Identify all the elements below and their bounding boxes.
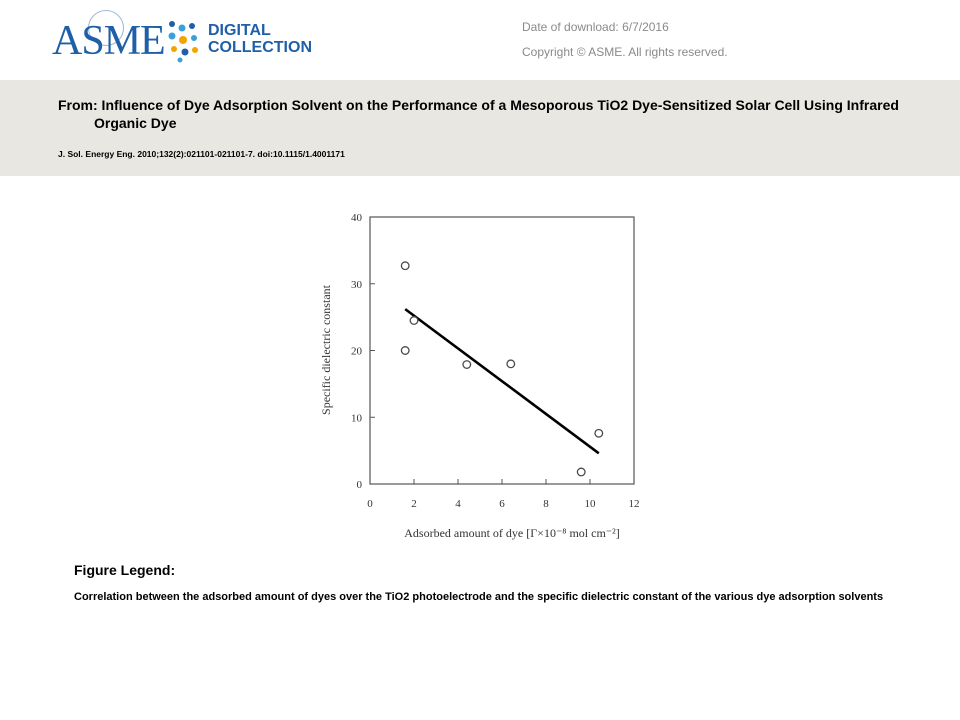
data-marks bbox=[401, 262, 602, 476]
figure-legend-text: Correlation between the adsorbed amount of dyes over the TiO2 photoelectrode and the specific dielectric constant of the various dye adsorption solvents bbox=[74, 591, 884, 603]
data-point bbox=[401, 347, 409, 355]
x-tick-label: 4 bbox=[455, 498, 461, 510]
x-axis-label: Adsorbed amount of dye [Γ×10⁻⁸ mol cm⁻²] bbox=[404, 526, 620, 540]
y-axis-label: Specific dielectric constant bbox=[319, 285, 333, 415]
data-point bbox=[401, 262, 409, 270]
x-tick-label: 10 bbox=[584, 498, 596, 510]
y-tick-label: 30 bbox=[351, 278, 362, 291]
data-point bbox=[463, 361, 471, 369]
dots-icon bbox=[166, 18, 202, 64]
asme-logo bbox=[48, 8, 328, 70]
y-tick-label: 40 bbox=[351, 212, 362, 224]
y-tick-label: 0 bbox=[356, 479, 362, 491]
date-of-download: Date of download: 6/7/2016 bbox=[522, 20, 669, 34]
data-point bbox=[507, 360, 515, 368]
scatter-chart bbox=[300, 200, 660, 550]
data-point bbox=[410, 317, 418, 325]
x-tick-label: 2 bbox=[411, 498, 417, 510]
figure-legend-heading: Figure Legend: bbox=[74, 562, 176, 578]
x-tick-label: 12 bbox=[628, 498, 640, 510]
article-title: From: Influence of Dye Adsorption Solvent on the Performance of a Mesoporous TiO2 Dye-Sensitized Solar Cell Using Infrared Organic Dye bbox=[58, 97, 899, 131]
logo-subtitle: DIGITAL COLLECTION bbox=[208, 22, 312, 56]
article-citation: J. Sol. Energy Eng. 2010;132(2):021101-021101-7. doi:10.1115/1.4001171 bbox=[58, 149, 345, 159]
logo-wordmark: ASME bbox=[52, 18, 165, 64]
y-tick-label: 10 bbox=[351, 412, 362, 425]
data-point bbox=[595, 429, 603, 437]
x-tick-label: 0 bbox=[367, 498, 373, 510]
x-tick-label: 6 bbox=[499, 498, 505, 510]
y-tick-label: 20 bbox=[351, 345, 362, 358]
copyright-notice: Copyright © ASME. All rights reserved. bbox=[522, 45, 728, 59]
trend-line bbox=[405, 309, 599, 453]
data-point bbox=[577, 468, 585, 476]
y-axis-ticks bbox=[351, 212, 375, 491]
x-tick-label: 8 bbox=[543, 498, 549, 510]
